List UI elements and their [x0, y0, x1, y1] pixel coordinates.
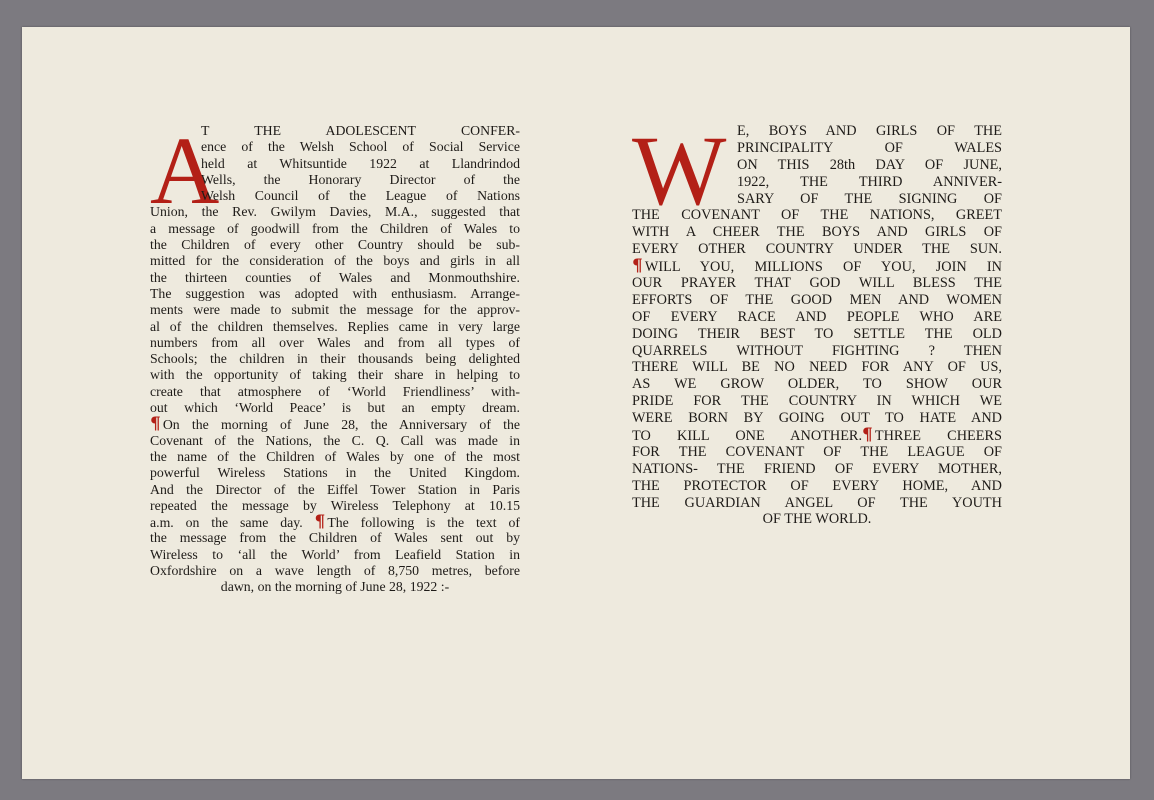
text-line: THE PROTECTOR OF EVERY HOME, AND	[632, 477, 1002, 494]
text-line: QUARRELS WITHOUT FIGHTING ? THEN	[632, 342, 1002, 359]
text-line: The suggestion was adopted with enthusiasm. Arrange-	[150, 285, 520, 301]
text-line: Oxfordshire on a wave length of 8,750 metres, before	[150, 563, 520, 579]
text-line: WITH A CHEER THE BOYS AND GIRLS OF	[632, 224, 1002, 241]
text-line: Wells, the Honorary Director of the	[201, 171, 520, 187]
text-line: Welsh Council of the League of Nations	[201, 188, 520, 204]
text-line: dawn, on the morning of June 28, 1922 :-	[220, 579, 450, 595]
text-line: Schools; the children in their thousands being delighted	[150, 351, 520, 367]
text-line: EFFORTS OF THE GOOD MEN AND WOMEN	[632, 291, 1002, 308]
paragraph-mark-icon: ¶	[632, 256, 643, 277]
text-line: the Children of every other Country should be sub-	[150, 237, 520, 253]
text-line: SARY OF THE SIGNING OF	[737, 190, 1002, 207]
paragraph-mark-icon: ¶	[150, 414, 161, 435]
text-line: the thirteen counties of Wales and Monmouthshire.	[150, 269, 520, 285]
text-line: E, BOYS AND GIRLS OF THE	[737, 123, 1002, 139]
text-line: OF THE WORLD.	[762, 511, 872, 528]
text-line	[632, 258, 1002, 275]
text-line: Wireless to ‘all the World’ from Leafield Station in	[150, 546, 520, 562]
text-line: held at Whitsuntide 1922 at Llandrindod	[201, 155, 520, 171]
text-line	[632, 427, 1002, 444]
text-line: DOING THEIR BEST TO SETTLE THE OLD	[632, 325, 1002, 342]
text-line: T THE ADOLESCENT CONFER-	[201, 123, 520, 138]
text-line	[150, 414, 520, 435]
text-line: 1922, THE THIRD ANNIVER-	[737, 173, 1002, 190]
text-line: PRIDE FOR THE COUNTRY IN WHICH WE	[632, 393, 1002, 410]
text-line: And the Director of the Eiffel Tower Station in Paris	[150, 481, 520, 497]
text-line: al of the children themselves. Replies came in very large	[150, 318, 520, 334]
drop-cap-a: A	[150, 117, 220, 224]
text-line: with the opportunity of taking their share in helping to	[150, 367, 520, 383]
text-segment: WILL YOU, MILLIONS OF YOU, JOIN IN	[644, 259, 1002, 276]
text-line: mitted for the consideration of the boys and girls in all	[150, 253, 520, 269]
text-line: THE COVENANT OF THE NATIONS, GREET	[632, 207, 1002, 224]
text-line: create that atmosphere of ‘World Friendliness’ with-	[150, 383, 520, 399]
text-line: ments were made to submit the message for the approv-	[150, 302, 520, 318]
text-line: WERE BORN BY GOING OUT TO HATE AND	[632, 410, 1002, 427]
text-line: ON THIS 28th DAY OF JUNE,	[737, 156, 1002, 173]
text-line: THE GUARDIAN ANGEL OF THE YOUTH	[632, 494, 1002, 511]
right-column-message	[632, 115, 1002, 528]
text-line: repeated the message by Wireless Telephony at 10.15	[150, 497, 520, 513]
paragraph-mark-icon: ¶	[314, 512, 326, 533]
text-line: Union, the Rev. Gwilym Davies, M.A., suggested that	[150, 204, 520, 220]
text-line: numbers from all over Wales and from all types of	[150, 334, 520, 350]
text-line: FOR THE COVENANT OF THE LEAGUE OF	[632, 443, 1002, 460]
text-line: OF EVERY RACE AND PEOPLE WHO ARE	[632, 308, 1002, 325]
text-line: THERE WILL BE NO NEED FOR ANY OF US,	[632, 359, 1002, 376]
text-line: ence of the Welsh School of Social Service	[201, 139, 520, 155]
text-segment: The following is the text of	[327, 515, 520, 531]
left-column-text	[150, 117, 520, 596]
text-line	[150, 512, 520, 533]
text-segment: On the morning of June 28, the Anniversary of the	[162, 417, 520, 433]
text-line: NATIONS- THE FRIEND OF EVERY MOTHER,	[632, 460, 1002, 477]
text-segment: a.m. on the same day.	[150, 515, 303, 531]
text-line: out which ‘World Peace’ is but an empty dream.	[150, 400, 520, 416]
text-line: EVERY OTHER COUNTRY UNDER THE SUN.	[632, 241, 1002, 258]
text-line: the message from the Children of Wales sent out by	[150, 530, 520, 546]
paragraph-mark-icon: ¶	[862, 425, 873, 446]
text-line: PRINCIPALITY OF WALES	[737, 139, 1002, 156]
text-line: Covenant of the Nations, the C. Q. Call was made in	[150, 432, 520, 448]
text-segment: THREE CHEERS	[874, 428, 1002, 445]
drop-cap-w: W	[632, 115, 727, 226]
document-card	[22, 27, 1130, 779]
text-line: OUR PRAYER THAT GOD WILL BLESS THE	[632, 275, 1002, 292]
text-line: AS WE GROW OLDER, TO SHOW OUR	[632, 376, 1002, 393]
text-segment: TO KILL ONE ANOTHER.	[632, 428, 863, 445]
text-line: powerful Wireless Stations in the United Kingdom.	[150, 465, 520, 481]
text-line: the name of the Children of Wales by one of the most	[150, 448, 520, 464]
text-line: a message of goodwill from the Children of Wales to	[150, 220, 520, 236]
